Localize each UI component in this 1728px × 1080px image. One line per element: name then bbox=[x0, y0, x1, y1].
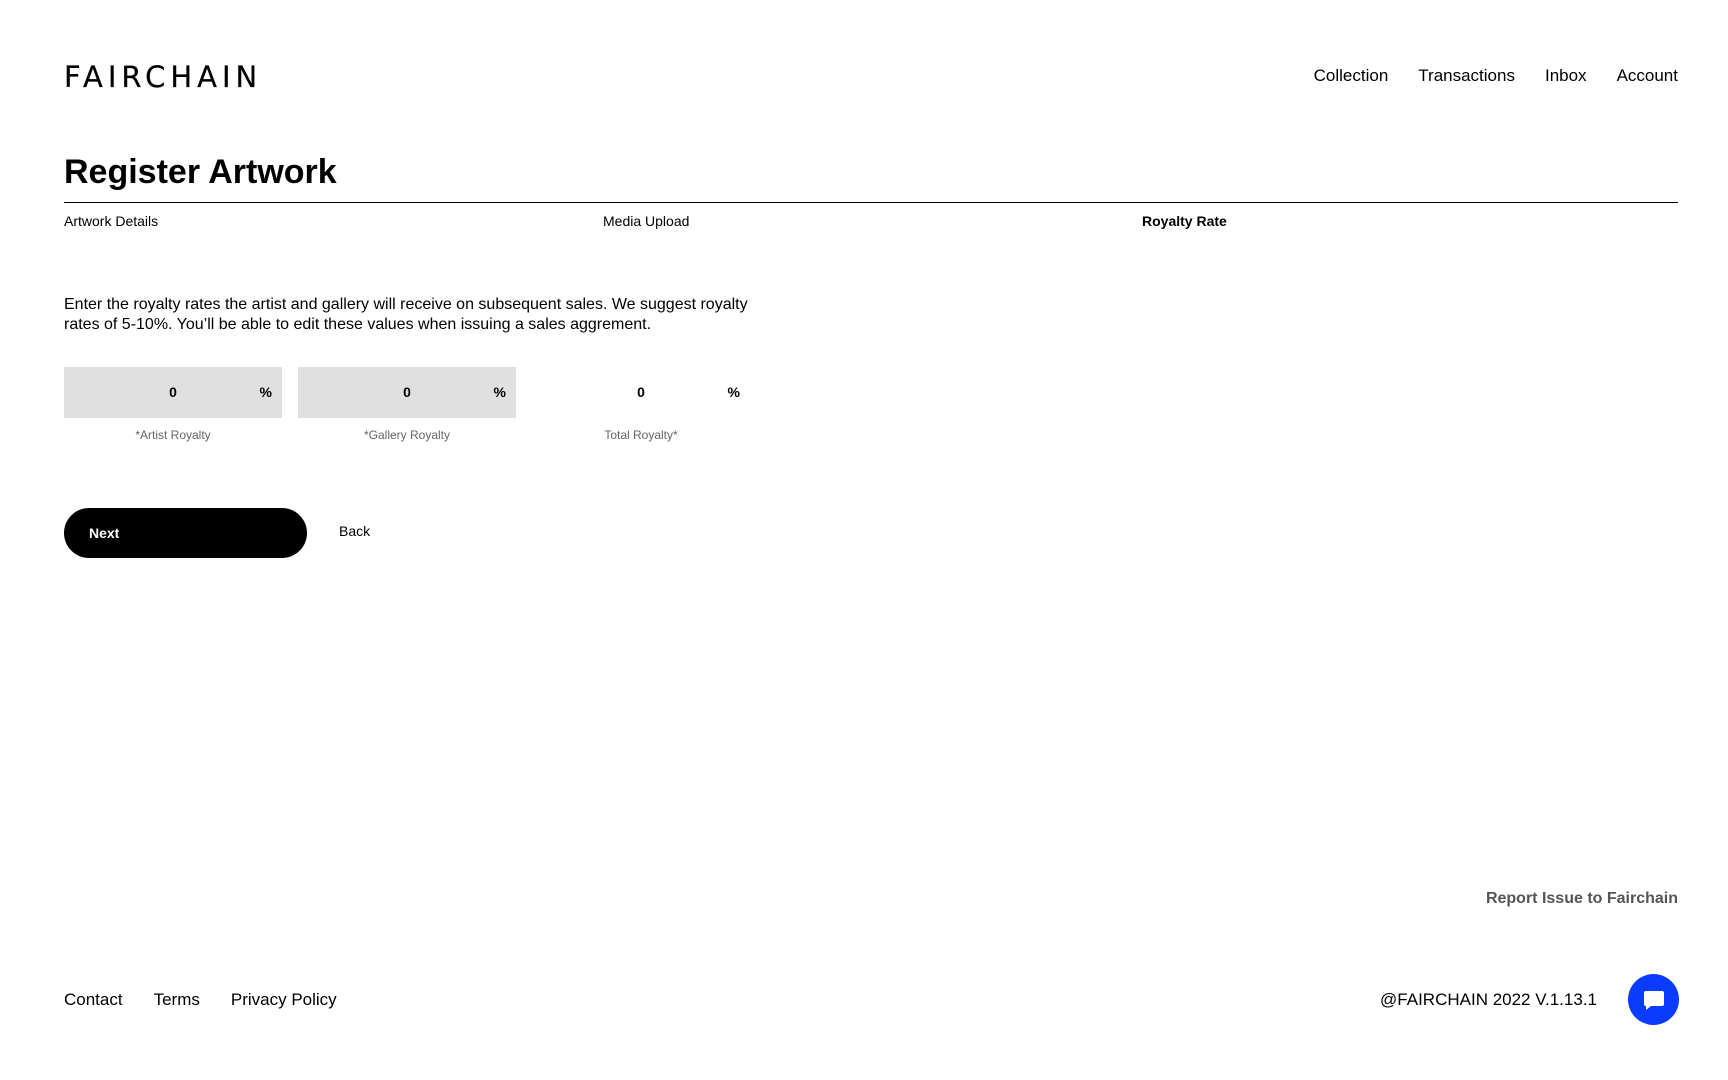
chat-button[interactable] bbox=[1628, 974, 1679, 1025]
nav-inbox[interactable]: Inbox bbox=[1544, 66, 1587, 85]
gallery-royalty-unit: % bbox=[493, 384, 506, 400]
artist-royalty-input[interactable] bbox=[64, 367, 282, 418]
nav-transactions[interactable]: Transactions bbox=[1418, 66, 1515, 85]
copyright-text: @FAIRCHAIN 2022 V.1.13.1 bbox=[1380, 990, 1597, 1009]
header bbox=[64, 62, 1678, 92]
gallery-royalty-input[interactable] bbox=[298, 367, 516, 418]
back-button[interactable]: Back bbox=[339, 523, 371, 539]
nav-collection[interactable]: Collection bbox=[1313, 66, 1389, 85]
total-royalty-value: 0 bbox=[637, 384, 645, 400]
next-button[interactable]: Next bbox=[64, 508, 307, 558]
gallery-royalty-caption: *Gallery Royalty bbox=[363, 428, 451, 442]
chat-bubble-icon bbox=[1642, 988, 1666, 1012]
total-royalty-unit: % bbox=[727, 384, 740, 400]
total-royalty-display bbox=[532, 367, 750, 418]
footer-links bbox=[64, 990, 337, 1010]
step-progress bbox=[64, 202, 1678, 232]
gallery-royalty-value: 0 bbox=[403, 384, 411, 400]
artist-royalty-unit: % bbox=[259, 384, 272, 400]
step-artwork-details: Artwork Details bbox=[64, 213, 159, 229]
footer-terms-link[interactable]: Terms bbox=[153, 990, 200, 1009]
report-issue-link[interactable]: Report Issue to Fairchain bbox=[1485, 890, 1678, 907]
artist-royalty-value: 0 bbox=[169, 384, 177, 400]
total-royalty-field bbox=[532, 367, 750, 442]
page-title: Register Artwork bbox=[64, 153, 337, 191]
nav-account[interactable]: Account bbox=[1616, 66, 1678, 85]
step-royalty-rate: Royalty Rate bbox=[1142, 213, 1227, 229]
artist-royalty-caption: *Artist Royalty bbox=[135, 428, 211, 442]
gallery-royalty-field bbox=[298, 367, 516, 442]
fairchain-logo[interactable]: FAIRCHAIN bbox=[64, 60, 263, 94]
main-nav bbox=[1314, 66, 1678, 86]
total-royalty-caption: Total Royalty* bbox=[604, 428, 678, 442]
footer-privacy-link[interactable]: Privacy Policy bbox=[230, 990, 337, 1009]
royalty-description: Enter the royalty rates the artist and gallery will receive on subsequent sales. We suggest royalty rates of 5-10%. You’ll be able to edit these values when issuing a sales aggrement. bbox=[64, 296, 748, 333]
artist-royalty-field bbox=[64, 367, 282, 442]
step-media-upload: Media Upload bbox=[603, 213, 690, 229]
footer-contact-link[interactable]: Contact bbox=[64, 990, 123, 1009]
